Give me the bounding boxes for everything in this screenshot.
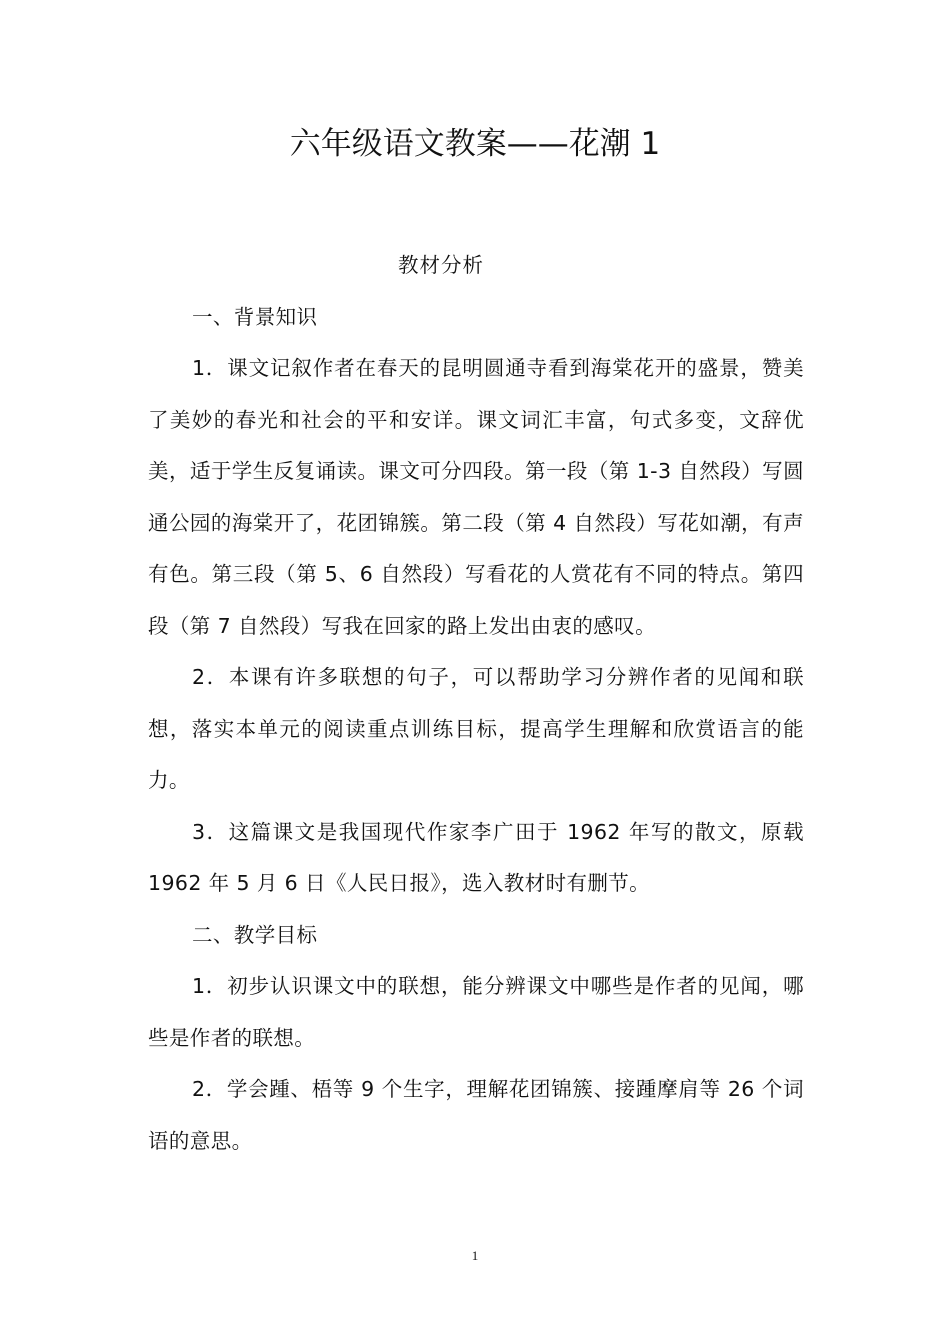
document-title: 六年级语文教案——花潮 1 [289,126,661,162]
heading-background: 一、背景知识 [192,304,318,329]
paragraph-3: 3．这篇课文是我国现代作家李广田于 1962 年写的散文，原载 1962 年 5 月 6 日《人民日报》，选入教材时有删节。 [148,819,804,895]
heading-teaching-goals: 二、教学目标 [192,922,318,947]
document-body [148,240,804,1167]
goal-1: 1．初步认识课文中的联想，能分辨课文中哪些是作者的见闻，哪些是作者的联想。 [148,974,804,1050]
page-number: 1 [471,1248,479,1263]
goal-2: 2．学会踵、梧等 9 个生字，理解花团锦簇、接踵摩肩等 26 个词语的意思。 [148,1077,804,1153]
paragraph-2: 2．本课有许多联想的句子，可以帮助学习分辨作者的见闻和联想，落实本单元的阅读重点训练目标，提高学生理解和欣赏语言的能力。 [148,665,804,792]
section-heading: 教材分析 [398,253,484,277]
paragraph-1: 1．课文记叙作者在春天的昆明圆通寺看到海棠花开的盛景，赞美了美妙的春光和社会的平和安详。课文词汇丰富，句式多变，文辞优美，适于学生反复诵读。课文可分四段。第一段（第 1-3 自然段）写圆通公园的海棠开了，花团锦簇。第二段（第 4 自然段）写花如潮，有声有色。第三段（第 5、6 自然段）写看花的人赏花有不同的特点。第四段（第 7 自然段）写我在回家的路上发出由衷的感叹。 [148,356,804,638]
